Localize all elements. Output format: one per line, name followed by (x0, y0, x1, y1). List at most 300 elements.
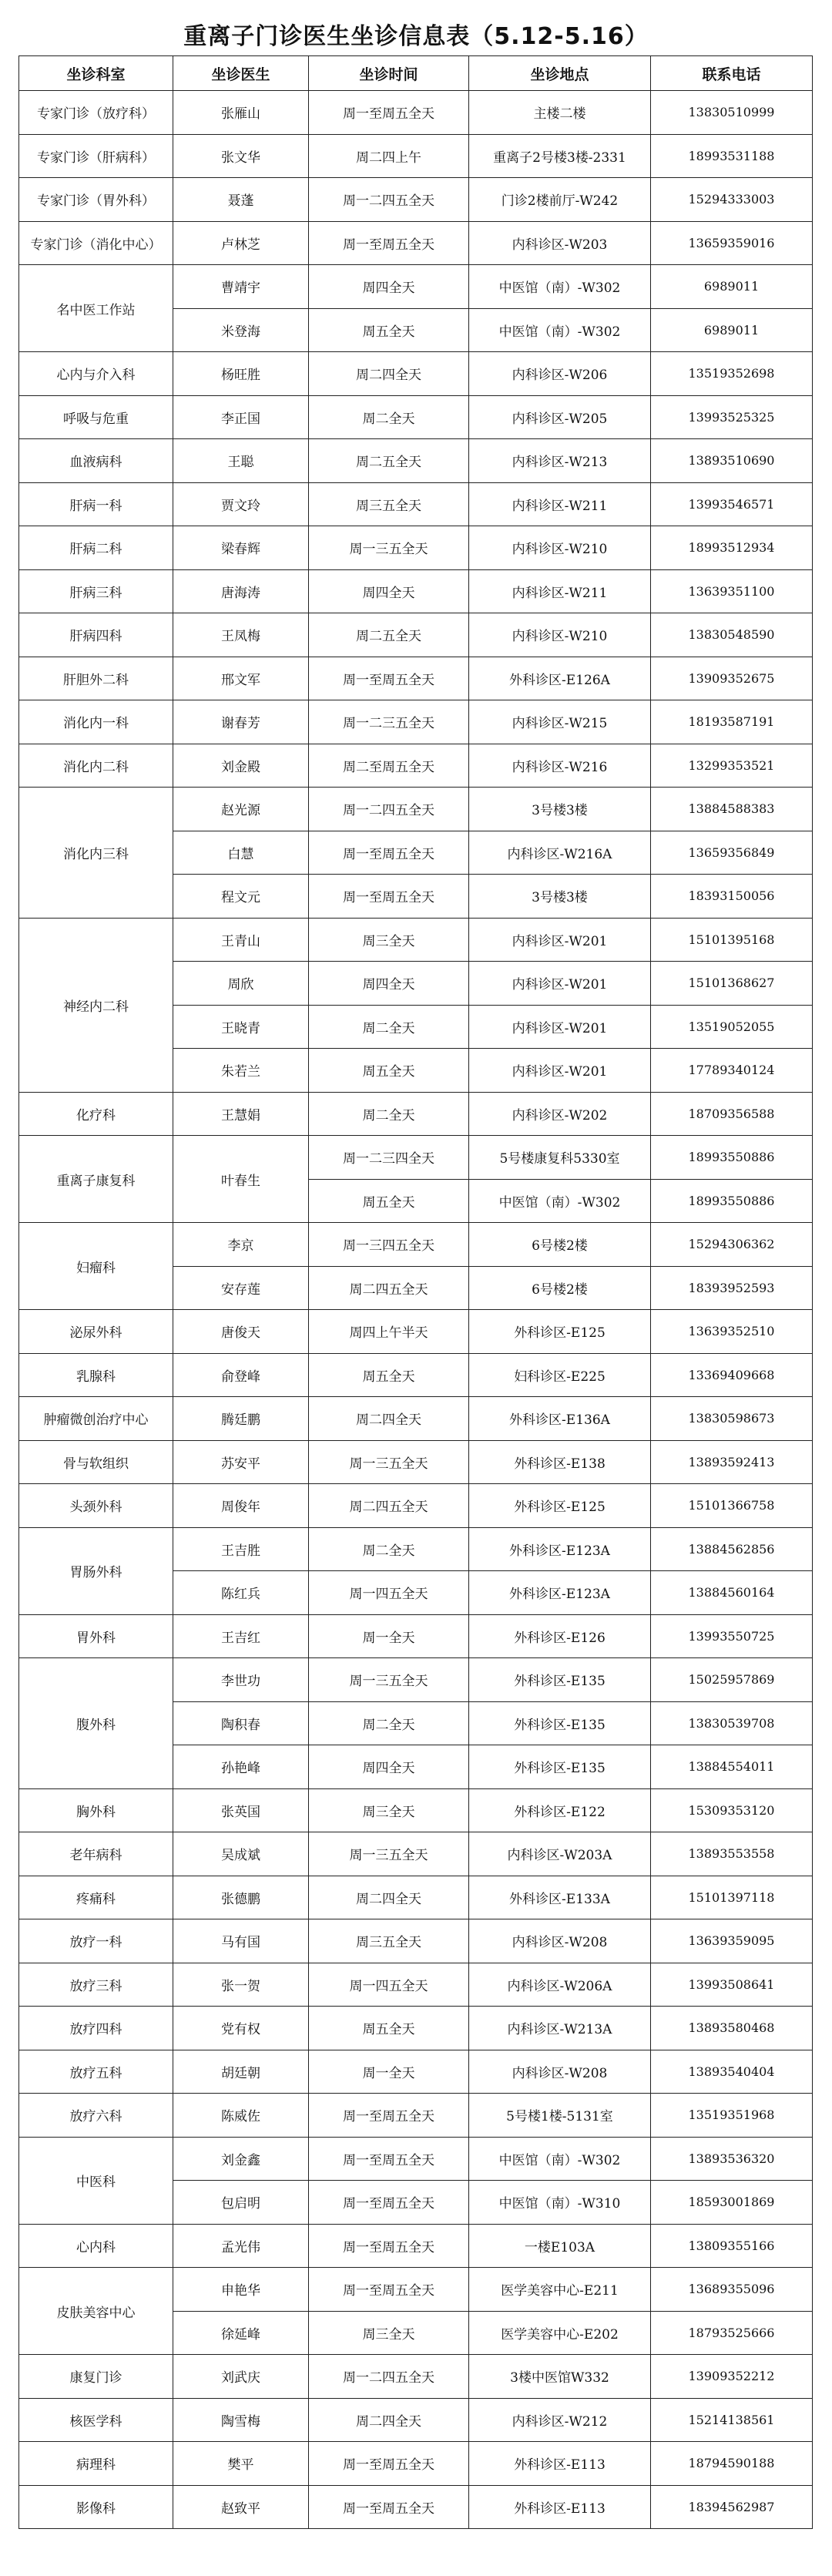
phone-cell: 18709356588 (651, 1092, 813, 1136)
location-cell: 内科诊区-W210 (469, 613, 651, 657)
location-cell: 医学美容中心-E211 (469, 2268, 651, 2312)
location-cell: 内科诊区-W201 (469, 1049, 651, 1093)
dept-cell: 泌尿外科 (19, 1310, 173, 1354)
table-body (19, 91, 813, 2529)
location-cell: 外科诊区-E126 (469, 1614, 651, 1658)
phone-cell: 15309353120 (651, 1788, 813, 1832)
time-cell: 周二四全天 (309, 2398, 469, 2442)
location-cell: 妇科诊区-E225 (469, 1353, 651, 1397)
doctor-cell: 刘金殿 (173, 744, 309, 788)
time-cell: 周一三五全天 (309, 1440, 469, 1484)
doctor-cell: 李正国 (173, 395, 309, 439)
location-cell: 中医馆（南）-W302 (469, 265, 651, 309)
phone-cell: 18993512934 (651, 526, 813, 570)
location-cell: 外科诊区-E135 (469, 1745, 651, 1789)
dept-cell: 放疗六科 (19, 2094, 173, 2138)
time-cell: 周二四五全天 (309, 1266, 469, 1310)
doctor-cell: 张文华 (173, 134, 309, 178)
phone-cell: 18393952593 (651, 1266, 813, 1310)
doctor-cell: 梁春辉 (173, 526, 309, 570)
doctor-cell: 邢文军 (173, 657, 309, 700)
phone-cell: 18193587191 (651, 700, 813, 744)
location-cell: 内科诊区-W201 (469, 1005, 651, 1049)
dept-cell: 名中医工作站 (19, 265, 173, 352)
phone-cell: 15101368627 (651, 962, 813, 1006)
time-cell: 周一二四五全天 (309, 2355, 469, 2399)
phone-cell: 18993550886 (651, 1136, 813, 1180)
phone-cell: 13830598673 (651, 1397, 813, 1441)
time-cell: 周一三五全天 (309, 1832, 469, 1876)
phone-cell: 13893580468 (651, 2007, 813, 2050)
doctor-cell: 王慧娟 (173, 1092, 309, 1136)
location-cell: 主楼二楼 (469, 91, 651, 135)
table-header-row (19, 56, 813, 91)
time-cell: 周二五全天 (309, 439, 469, 483)
dept-cell: 专家门诊（放疗科） (19, 91, 173, 135)
phone-cell: 13830510999 (651, 91, 813, 135)
phone-cell: 13884554011 (651, 1745, 813, 1789)
time-cell: 周一至周五全天 (309, 2094, 469, 2138)
table-row (19, 221, 813, 265)
time-cell: 周二全天 (309, 395, 469, 439)
phone-cell: 13993525325 (651, 395, 813, 439)
location-cell: 外科诊区-E138 (469, 1440, 651, 1484)
phone-cell: 13369409668 (651, 1353, 813, 1397)
location-cell: 一楼E103A (469, 2224, 651, 2268)
table-row (19, 1223, 813, 1267)
dept-cell: 专家门诊（肝病科） (19, 134, 173, 178)
time-cell: 周二四全天 (309, 1397, 469, 1441)
dept-cell: 胃肠外科 (19, 1527, 173, 1614)
phone-cell: 13884588383 (651, 788, 813, 831)
dept-cell: 骨与软组织 (19, 1440, 173, 1484)
location-cell: 内科诊区-W203A (469, 1832, 651, 1876)
table-row (19, 2355, 813, 2399)
location-cell: 内科诊区-W212 (469, 2398, 651, 2442)
doctor-cell: 党有权 (173, 2007, 309, 2050)
dept-cell: 肝胆外二科 (19, 657, 173, 700)
time-cell: 周二四全天 (309, 1876, 469, 1919)
dept-cell: 放疗三科 (19, 1963, 173, 2007)
phone-cell: 15101366758 (651, 1484, 813, 1528)
time-cell: 周三全天 (309, 2311, 469, 2355)
doctor-cell: 樊平 (173, 2442, 309, 2486)
phone-cell: 15214138561 (651, 2398, 813, 2442)
dept-cell: 老年病科 (19, 1832, 173, 1876)
location-cell: 内科诊区-W208 (469, 1919, 651, 1963)
phone-cell: 18794590188 (651, 2442, 813, 2486)
time-cell: 周二四上午 (309, 134, 469, 178)
location-cell: 3号楼3楼 (469, 788, 651, 831)
doctor-cell: 米登海 (173, 308, 309, 352)
location-cell: 外科诊区-E136A (469, 1397, 651, 1441)
phone-cell: 13893540404 (651, 2050, 813, 2094)
time-cell: 周一至周五全天 (309, 2137, 469, 2181)
phone-cell: 13659356849 (651, 831, 813, 875)
time-cell: 周一至周五全天 (309, 2268, 469, 2312)
dept-cell: 胃外科 (19, 1614, 173, 1658)
location-cell: 内科诊区-W211 (469, 482, 651, 526)
doctor-cell: 王吉红 (173, 1614, 309, 1658)
doctor-cell: 赵光源 (173, 788, 309, 831)
location-cell: 外科诊区-E113 (469, 2442, 651, 2486)
doctor-cell: 叶春生 (173, 1136, 309, 1223)
table-row (19, 1310, 813, 1354)
location-cell: 外科诊区-E125 (469, 1310, 651, 1354)
table-row (19, 1397, 813, 1441)
time-cell: 周一至周五全天 (309, 875, 469, 919)
dept-cell: 头颈外科 (19, 1484, 173, 1528)
location-cell: 外科诊区-E133A (469, 1876, 651, 1919)
dept-cell: 放疗五科 (19, 2050, 173, 2094)
doctor-cell: 包启明 (173, 2181, 309, 2225)
table-row (19, 1353, 813, 1397)
doctor-cell: 陶积春 (173, 1701, 309, 1745)
time-cell: 周四全天 (309, 962, 469, 1006)
phone-cell: 13893536320 (651, 2137, 813, 2181)
dept-cell: 核医学科 (19, 2398, 173, 2442)
table-row (19, 700, 813, 744)
table-row (19, 2007, 813, 2050)
dept-cell: 乳腺科 (19, 1353, 173, 1397)
doctor-cell: 刘金鑫 (173, 2137, 309, 2181)
location-cell: 内科诊区-W206 (469, 352, 651, 396)
doctor-cell: 张一贺 (173, 1963, 309, 2007)
doctor-cell: 谢春芳 (173, 700, 309, 744)
location-cell: 内科诊区-W215 (469, 700, 651, 744)
dept-cell: 放疗四科 (19, 2007, 173, 2050)
time-cell: 周五全天 (309, 1179, 469, 1223)
time-cell: 周二全天 (309, 1701, 469, 1745)
dept-cell: 胸外科 (19, 1788, 173, 1832)
time-cell: 周四全天 (309, 265, 469, 309)
location-cell: 医学美容中心-E202 (469, 2311, 651, 2355)
location-cell: 中医馆（南）-W302 (469, 1179, 651, 1223)
time-cell: 周一至周五全天 (309, 221, 469, 265)
location-cell: 门诊2楼前厅-W242 (469, 178, 651, 222)
table-row (19, 2442, 813, 2486)
location-cell: 内科诊区-W206A (469, 1963, 651, 2007)
phone-cell: 17789340124 (651, 1049, 813, 1093)
location-cell: 5号楼康复科5330室 (469, 1136, 651, 1180)
dept-cell: 肝病三科 (19, 569, 173, 613)
phone-cell: 13884562856 (651, 1527, 813, 1571)
location-cell: 外科诊区-E135 (469, 1658, 651, 1702)
doctor-cell: 安存莲 (173, 1266, 309, 1310)
table-row (19, 1919, 813, 1963)
doctor-cell: 马有国 (173, 1919, 309, 1963)
table-row (19, 2485, 813, 2529)
location-cell: 内科诊区-W216 (469, 744, 651, 788)
phone-cell: 13519052055 (651, 1005, 813, 1049)
table-row (19, 1484, 813, 1528)
dept-cell: 神经内二科 (19, 918, 173, 1092)
time-cell: 周四全天 (309, 569, 469, 613)
dept-cell: 康复门诊 (19, 2355, 173, 2399)
doctor-cell: 聂蓬 (173, 178, 309, 222)
dept-cell: 肝病一科 (19, 482, 173, 526)
phone-cell: 13993546571 (651, 482, 813, 526)
phone-cell: 18393150056 (651, 875, 813, 919)
table-row (19, 657, 813, 700)
header-dept: 坐诊科室 (19, 56, 173, 91)
time-cell: 周一至周五全天 (309, 2181, 469, 2225)
table-row (19, 1092, 813, 1136)
location-cell: 内科诊区-W202 (469, 1092, 651, 1136)
time-cell: 周一二四五全天 (309, 178, 469, 222)
phone-cell: 18394562987 (651, 2485, 813, 2529)
doctor-cell: 张雁山 (173, 91, 309, 135)
table-row (19, 744, 813, 788)
time-cell: 周一至周五全天 (309, 2224, 469, 2268)
time-cell: 周一至周五全天 (309, 831, 469, 875)
location-cell: 内科诊区-W216A (469, 831, 651, 875)
doctor-cell: 李京 (173, 1223, 309, 1267)
table-row (19, 2224, 813, 2268)
dept-cell: 疼痛科 (19, 1876, 173, 1919)
dept-cell: 专家门诊（胃外科） (19, 178, 173, 222)
phone-cell: 18793525666 (651, 2311, 813, 2355)
dept-cell: 心内与介入科 (19, 352, 173, 396)
location-cell: 5号楼1楼-5131室 (469, 2094, 651, 2138)
dept-cell: 影像科 (19, 2485, 173, 2529)
location-cell: 内科诊区-W213A (469, 2007, 651, 2050)
dept-cell: 妇瘤科 (19, 1223, 173, 1310)
phone-cell: 13809355166 (651, 2224, 813, 2268)
table-row (19, 439, 813, 483)
location-cell: 外科诊区-E123A (469, 1571, 651, 1615)
location-cell: 外科诊区-E125 (469, 1484, 651, 1528)
doctor-cell: 赵致平 (173, 2485, 309, 2529)
doctor-cell: 俞登峰 (173, 1353, 309, 1397)
dept-cell: 呼吸与危重 (19, 395, 173, 439)
phone-cell: 18993531188 (651, 134, 813, 178)
time-cell: 周一至周五全天 (309, 2485, 469, 2529)
doctor-cell: 吴成斌 (173, 1832, 309, 1876)
phone-cell: 13993508641 (651, 1963, 813, 2007)
table-row (19, 1963, 813, 2007)
phone-cell: 15294333003 (651, 178, 813, 222)
dept-cell: 消化内一科 (19, 700, 173, 744)
time-cell: 周五全天 (309, 308, 469, 352)
doctor-cell: 王晓青 (173, 1005, 309, 1049)
time-cell: 周一二三五全天 (309, 700, 469, 744)
time-cell: 周一四五全天 (309, 1963, 469, 2007)
time-cell: 周三五全天 (309, 1919, 469, 1963)
time-cell: 周二全天 (309, 1005, 469, 1049)
dept-cell: 肝病四科 (19, 613, 173, 657)
location-cell: 外科诊区-E113 (469, 2485, 651, 2529)
doctor-cell: 李世功 (173, 1658, 309, 1702)
doctor-cell: 周俊年 (173, 1484, 309, 1528)
table-row (19, 1136, 813, 1180)
dept-cell: 消化内二科 (19, 744, 173, 788)
location-cell: 内科诊区-W201 (469, 962, 651, 1006)
doctor-cell: 唐海涛 (173, 569, 309, 613)
dept-cell: 放疗一科 (19, 1919, 173, 1963)
location-cell: 中医馆（南）-W310 (469, 2181, 651, 2225)
time-cell: 周一二四五全天 (309, 788, 469, 831)
time-cell: 周一至周五全天 (309, 91, 469, 135)
location-cell: 内科诊区-W208 (469, 2050, 651, 2094)
phone-cell: 13909352675 (651, 657, 813, 700)
time-cell: 周一三四五全天 (309, 1223, 469, 1267)
phone-cell: 13639351100 (651, 569, 813, 613)
phone-cell: 6989011 (651, 265, 813, 309)
time-cell: 周二全天 (309, 1092, 469, 1136)
table-row (19, 788, 813, 831)
table-row (19, 2268, 813, 2312)
doctor-cell: 王聪 (173, 439, 309, 483)
time-cell: 周四全天 (309, 1745, 469, 1789)
table-row (19, 1614, 813, 1658)
doctor-cell: 朱若兰 (173, 1049, 309, 1093)
doctor-cell: 曹靖宇 (173, 265, 309, 309)
time-cell: 周三全天 (309, 1788, 469, 1832)
table-row (19, 352, 813, 396)
dept-cell: 腹外科 (19, 1658, 173, 1789)
phone-cell: 13659359016 (651, 221, 813, 265)
doctor-cell: 王吉胜 (173, 1527, 309, 1571)
phone-cell: 13689355096 (651, 2268, 813, 2312)
table-row (19, 1440, 813, 1484)
dept-cell: 血液病科 (19, 439, 173, 483)
phone-cell: 18993550886 (651, 1179, 813, 1223)
time-cell: 周五全天 (309, 1353, 469, 1397)
location-cell: 6号楼2楼 (469, 1266, 651, 1310)
phone-cell: 13639359095 (651, 1919, 813, 1963)
phone-cell: 13993550725 (651, 1614, 813, 1658)
time-cell: 周三全天 (309, 918, 469, 962)
location-cell: 内科诊区-W210 (469, 526, 651, 570)
time-cell: 周一三五全天 (309, 526, 469, 570)
dept-cell: 消化内三科 (19, 788, 173, 919)
doctor-cell: 王凤梅 (173, 613, 309, 657)
time-cell: 周二四五全天 (309, 1484, 469, 1528)
dept-cell: 心内科 (19, 2224, 173, 2268)
dept-cell: 化疗科 (19, 1092, 173, 1136)
doctor-cell: 胡廷朝 (173, 2050, 309, 2094)
phone-cell: 15101395168 (651, 918, 813, 962)
doctor-cell: 程文元 (173, 875, 309, 919)
location-cell: 外科诊区-E126A (469, 657, 651, 700)
doctor-cell: 陈红兵 (173, 1571, 309, 1615)
doctor-cell: 贾文玲 (173, 482, 309, 526)
dept-cell: 皮肤美容中心 (19, 2268, 173, 2355)
time-cell: 周二五全天 (309, 613, 469, 657)
time-cell: 周五全天 (309, 1049, 469, 1093)
phone-cell: 13639352510 (651, 1310, 813, 1354)
table-row (19, 1788, 813, 1832)
phone-cell: 13519352698 (651, 352, 813, 396)
dept-cell: 中医科 (19, 2137, 173, 2224)
table-row (19, 1876, 813, 1919)
table-row (19, 569, 813, 613)
doctor-cell: 周欣 (173, 962, 309, 1006)
doctor-cell: 张英国 (173, 1788, 309, 1832)
header-time: 坐诊时间 (309, 56, 469, 91)
phone-cell: 15025957869 (651, 1658, 813, 1702)
time-cell: 周五全天 (309, 2007, 469, 2050)
location-cell: 内科诊区-W211 (469, 569, 651, 613)
table-row (19, 526, 813, 570)
phone-cell: 15101397118 (651, 1876, 813, 1919)
table-row (19, 1832, 813, 1876)
location-cell: 内科诊区-W203 (469, 221, 651, 265)
doctor-cell: 腾廷鹏 (173, 1397, 309, 1441)
time-cell: 周三五全天 (309, 482, 469, 526)
phone-cell: 13830548590 (651, 613, 813, 657)
doctor-cell: 刘武庆 (173, 2355, 309, 2399)
doctor-cell: 张德鹏 (173, 1876, 309, 1919)
table-row (19, 91, 813, 135)
header-doctor: 坐诊医生 (173, 56, 309, 91)
phone-cell: 6989011 (651, 308, 813, 352)
page-title: 重离子门诊医生坐诊信息表（5.12-5.16） (183, 23, 649, 50)
time-cell: 周二四全天 (309, 352, 469, 396)
phone-cell: 13893592413 (651, 1440, 813, 1484)
dept-cell: 重离子康复科 (19, 1136, 173, 1223)
table-row (19, 178, 813, 222)
doctor-cell: 卢林芝 (173, 221, 309, 265)
location-cell: 内科诊区-W205 (469, 395, 651, 439)
phone-cell: 15294306362 (651, 1223, 813, 1267)
location-cell: 外科诊区-E123A (469, 1527, 651, 1571)
doctor-cell: 杨旺胜 (173, 352, 309, 396)
time-cell: 周一至周五全天 (309, 657, 469, 700)
location-cell: 外科诊区-E135 (469, 1701, 651, 1745)
header-phone: 联系电话 (651, 56, 813, 91)
phone-cell: 13299353521 (651, 744, 813, 788)
doctor-cell: 唐俊天 (173, 1310, 309, 1354)
location-cell: 重离子2号楼3楼-2331 (469, 134, 651, 178)
doctor-cell: 陈威佐 (173, 2094, 309, 2138)
table-row (19, 2137, 813, 2181)
dept-cell: 肝病二科 (19, 526, 173, 570)
table-row (19, 2050, 813, 2094)
location-cell: 中医馆（南）-W302 (469, 308, 651, 352)
time-cell: 周二全天 (309, 1527, 469, 1571)
doctor-cell: 陶雪梅 (173, 2398, 309, 2442)
time-cell: 周一至周五全天 (309, 2442, 469, 2486)
phone-cell: 13909352212 (651, 2355, 813, 2399)
table-row (19, 482, 813, 526)
doctor-cell: 孙艳峰 (173, 1745, 309, 1789)
table-row (19, 613, 813, 657)
time-cell: 周一全天 (309, 2050, 469, 2094)
table-row (19, 1527, 813, 1571)
time-cell: 周二至周五全天 (309, 744, 469, 788)
location-cell: 3楼中医馆W332 (469, 2355, 651, 2399)
doctor-cell: 申艳华 (173, 2268, 309, 2312)
time-cell: 周一四五全天 (309, 1571, 469, 1615)
location-cell: 内科诊区-W201 (469, 918, 651, 962)
table-row (19, 918, 813, 962)
time-cell: 周一全天 (309, 1614, 469, 1658)
location-cell: 6号楼2楼 (469, 1223, 651, 1267)
phone-cell: 18593001869 (651, 2181, 813, 2225)
phone-cell: 13893553558 (651, 1832, 813, 1876)
phone-cell: 13830539708 (651, 1701, 813, 1745)
table-row (19, 395, 813, 439)
time-cell: 周四上午半天 (309, 1310, 469, 1354)
schedule-table (18, 55, 813, 2529)
table-row (19, 2094, 813, 2138)
dept-cell: 病理科 (19, 2442, 173, 2486)
time-cell: 周一三五全天 (309, 1658, 469, 1702)
dept-cell: 专家门诊（消化中心） (19, 221, 173, 265)
doctor-cell: 苏安平 (173, 1440, 309, 1484)
